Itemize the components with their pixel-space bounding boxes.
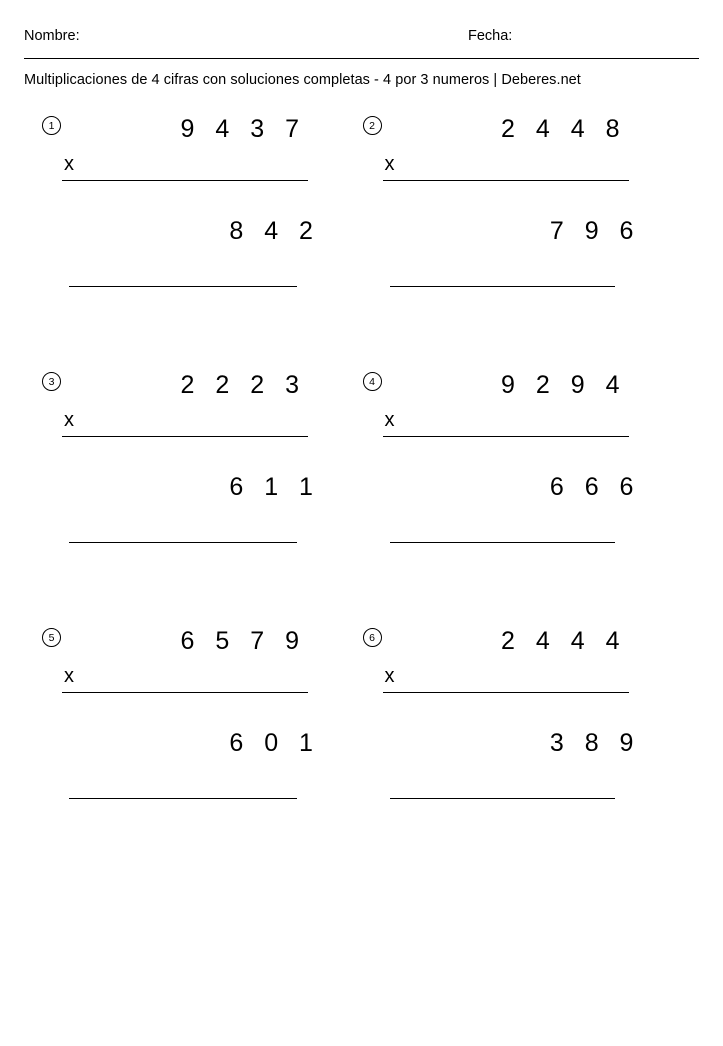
answer-rule [390,542,615,543]
problem-calculation [383,368,641,501]
multiplier-line [62,658,320,757]
multiplier: 6 6 6 [549,473,641,501]
multiplier: 7 9 6 [549,217,641,245]
multiplicand: 9 2 9 4 [501,371,627,399]
problem-calculation [62,368,320,501]
multiply-operator: x [384,409,395,431]
name-label: Nombre: [24,28,80,44]
multiplier: 6 0 1 [229,729,320,757]
problem-6 [362,624,700,880]
worksheet-page [0,22,723,1046]
multiplicand: 2 2 2 3 [180,371,306,399]
date-label: Fecha: [468,28,513,44]
answer-rule [69,542,297,543]
multiply-operator: x [384,665,395,687]
problem-2 [362,112,700,368]
multiply-operator: x [64,409,74,431]
problem-number: 3 [42,372,61,391]
multiplier-line [383,402,641,501]
problem-calculation [62,624,320,757]
problem-4 [362,368,700,624]
multiplier: 6 1 1 [229,473,320,501]
answer-rule [69,798,297,799]
problem-number: 1 [42,116,61,135]
problem-5 [24,624,362,880]
problem-number: 2 [363,116,382,135]
problem-number: 6 [363,628,382,647]
problem-number: 5 [42,628,61,647]
problem-row [24,112,699,368]
multiply-operator: x [384,153,395,175]
worksheet-header [24,22,699,59]
problem-calculation [62,112,320,245]
worksheet-subtitle: Multiplicaciones de 4 cifras con soluciones completas - 4 por 3 numeros | Deberes.net [24,72,581,88]
problem-1 [24,112,362,368]
multiplicand: 9 4 3 7 [180,115,306,143]
multiplier-line [383,146,641,245]
multiplicand: 2 4 4 4 [501,627,627,655]
answer-rule [390,798,615,799]
problem-number: 4 [363,372,382,391]
multiply-operator: x [64,665,74,687]
multiplier: 3 8 9 [549,729,641,757]
multiplicand: 6 5 7 9 [180,627,306,655]
multiplier-line [383,658,641,757]
problem-row [24,624,699,880]
problem-row [24,368,699,624]
problem-3 [24,368,362,624]
multiplier: 8 4 2 [229,217,320,245]
problem-calculation [383,112,641,245]
multiplier-line [62,146,320,245]
problems-grid [24,112,699,880]
answer-rule [390,286,615,287]
answer-rule [69,286,297,287]
multiply-operator: x [64,153,74,175]
multiplicand: 2 4 4 8 [501,115,627,143]
multiplier-line [62,402,320,501]
problem-calculation [383,624,641,757]
